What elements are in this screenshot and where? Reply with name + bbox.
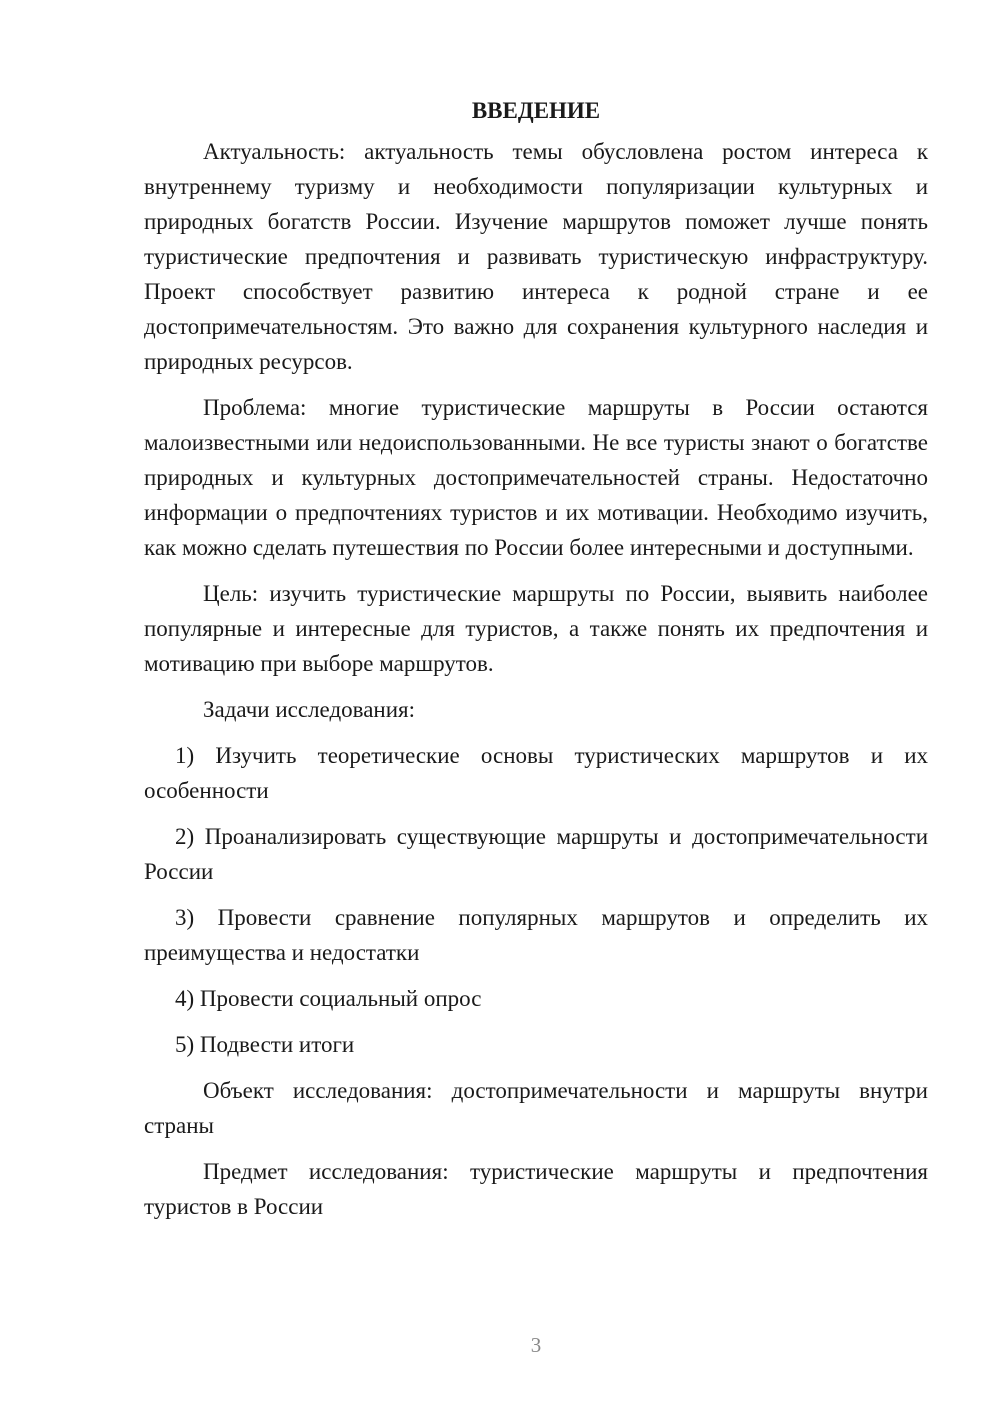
- task-item-5: 5) Подвести итоги: [175, 1032, 355, 1057]
- task-item-2: 2) Проанализировать существующие маршруты и достопримечательности России: [144, 824, 928, 884]
- subject-paragraph: Предмет исследования: туристические маршруты и предпочтения туристов в России: [144, 1159, 928, 1219]
- problem-paragraph: Проблема: многие туристические маршруты в России остаются малоизвестными или недоиспользованными. Не все туристы знают о богатстве природных и культурных достопримечательностей страны. Недостаточно информации о предпочтениях туристов и их мотивации. Необходимо изучить, как можно сделать путешествия по России более интересными и доступными.: [144, 395, 928, 560]
- page-content: [144, 93, 928, 1235]
- relevance-paragraph: Актуальность: актуальность темы обусловлена ростом интереса к внутреннему туризму и необходимости популяризации культурных и природных богатств России. Изучение маршрутов поможет лучше понять туристические предпочтения и развивать туристическую инфраструктуру. Проект способствует развитию интереса к родной стране и ее достопримечательностям. Это важно для сохранения культурного наследия и природных ресурсов.: [144, 139, 928, 374]
- goal-paragraph: Цель: изучить туристические маршруты по России, выявить наиболее популярные и интересные для туристов, а также понять их предпочтения и мотивацию при выборе маршрутов.: [144, 581, 928, 676]
- page-number: 3: [530, 1333, 542, 1357]
- task-item-3: 3) Провести сравнение популярных маршрутов и определить их преимущества и недостатки: [144, 905, 928, 965]
- object-paragraph: Объект исследования: достопримечательности и маршруты внутри страны: [144, 1078, 928, 1138]
- tasks-heading: Задачи исследования:: [203, 697, 416, 722]
- task-item-1: 1) Изучить теоретические основы туристических маршрутов и их особенности: [144, 743, 928, 803]
- page-title: ВВЕДЕНИЕ: [471, 98, 601, 123]
- task-item-4: 4) Провести социальный опрос: [175, 986, 482, 1011]
